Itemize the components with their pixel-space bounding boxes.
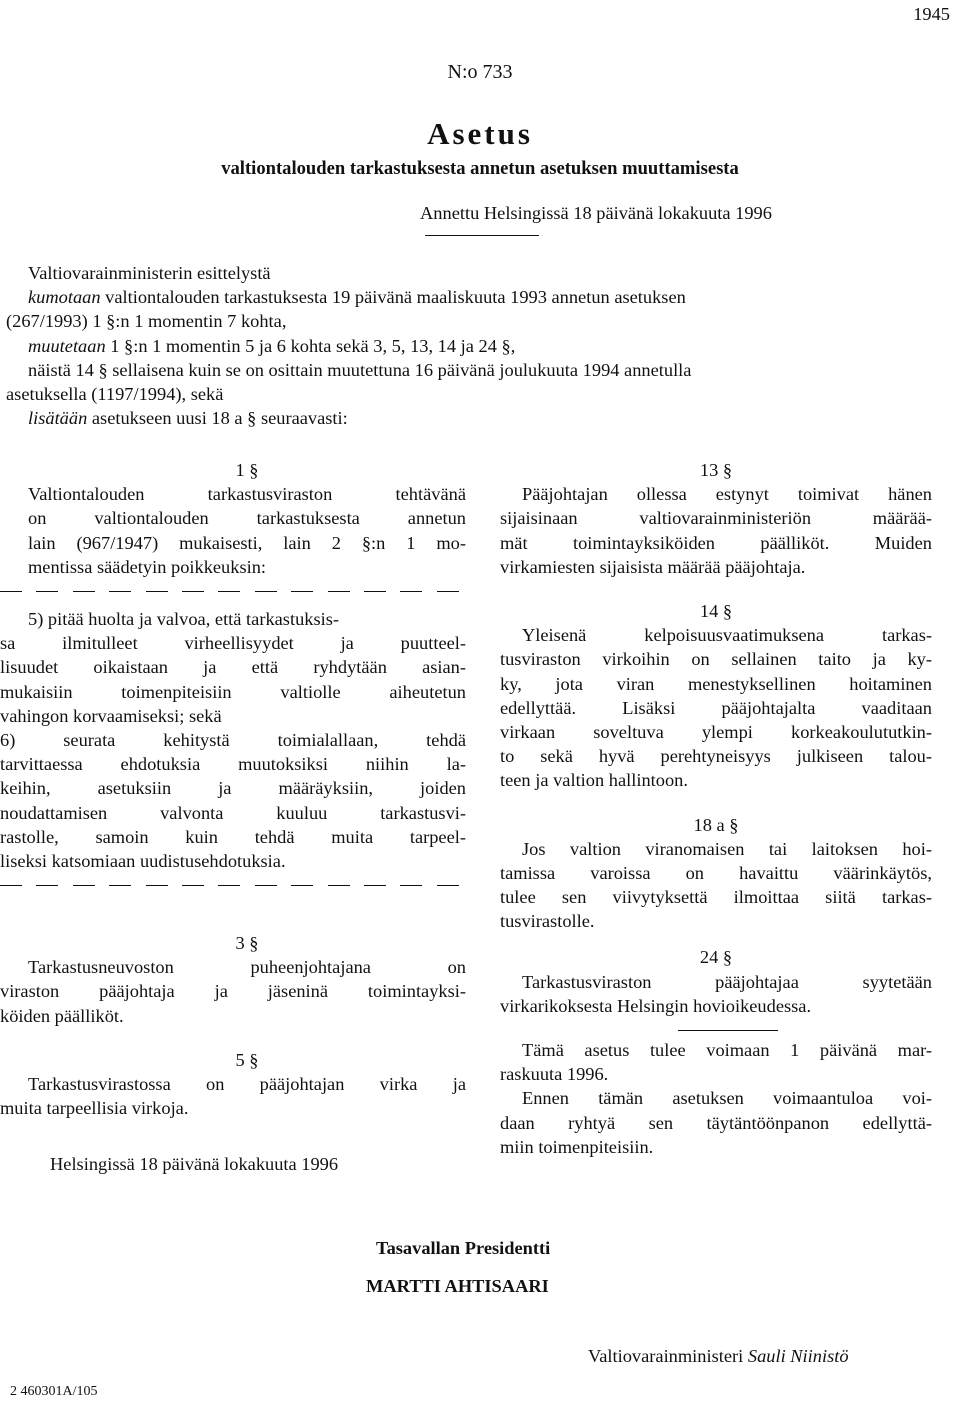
repeal-verb: kumotaan <box>28 287 101 308</box>
section-1-line: mentissa säädetyin poikkeuksin: <box>28 556 267 577</box>
section-24-line: virkarikoksesta Helsingin hovioikeudessa. <box>500 995 812 1016</box>
repeal-line <box>28 285 928 309</box>
section-24-heading: 24 § <box>699 947 733 968</box>
presenter-line: Valtiovarainministerin esittelystä <box>28 263 271 283</box>
section-18a-line: Jos valtion viranomaisen tai laitoksen hoi- <box>522 838 932 859</box>
section-1-line: on valtiontalouden tarkastuksesta annetun <box>28 508 466 529</box>
section-14-line: teen ja valtion hallintoon. <box>500 770 688 791</box>
entry-into-force-line: daan ryhtyä sen täytäntöönpanon edellyttä- <box>500 1112 932 1133</box>
entry-divider <box>500 1018 932 1038</box>
add-text: asetukseen uusi 18 a § seuraavasti: <box>91 408 348 429</box>
print-code: 2 460301A/105 <box>10 1384 98 1399</box>
omission-dash <box>400 885 422 886</box>
section-1-item: rastolle, samoin kuin tehdä muita tarpeel- <box>0 826 466 847</box>
amend-text: 1 §:n 1 momentin 5 ja 6 kohta sekä 3, 5, 13, 14 ja 24 §, <box>110 335 516 356</box>
minister-title: Valtiovarainministeri <box>588 1346 744 1366</box>
omission-dash <box>182 885 204 886</box>
omission-dash <box>0 885 22 886</box>
omission-dash <box>255 591 277 592</box>
minister-name: Sauli Niinistö <box>747 1346 849 1366</box>
section-3-line: köiden päälliköt. <box>0 1005 124 1026</box>
omission-dash <box>109 591 131 592</box>
section-18a-heading: 18 a § <box>693 814 739 835</box>
omission-dash <box>109 885 131 886</box>
president-title: Tasavallan Presidentti <box>376 1238 551 1258</box>
page-number: 1945 <box>913 4 950 24</box>
section-13-line: virkamiesten sijaisista määrää pääjohtaja. <box>500 556 806 577</box>
amend-line-cont-2: asetuksella (1197/1994), sekä <box>6 384 224 405</box>
omission-dash <box>73 885 95 886</box>
entry-into-force-line: miin toimenpiteisiin. <box>500 1136 654 1157</box>
omission-dash <box>36 885 58 886</box>
president-name: MARTTI AHTISAARI <box>366 1276 549 1296</box>
omission-dash <box>182 591 204 592</box>
section-13-line: mät toimintayksiköiden päälliköt. Muiden <box>500 532 932 553</box>
section-14-line: virkaan soveltuva ylempi korkeakoulututkin- <box>500 721 932 742</box>
omission-dash <box>400 591 422 592</box>
omission-dash <box>364 591 386 592</box>
place-and-date: Helsingissä 18 päivänä lokakuuta 1996 <box>50 1154 339 1174</box>
given-date: Annettu Helsingissä 18 päivänä lokakuuta 1996 <box>420 203 772 223</box>
omission-dash <box>437 885 459 886</box>
document-type: Asetus <box>427 116 533 151</box>
omission-dash <box>0 591 22 592</box>
amend-verb: muutetaan <box>28 335 106 356</box>
section-14-line: edellyttää. Lisäksi pääjohtajalta vaaditaan <box>500 697 932 718</box>
omission-dash <box>291 591 313 592</box>
section-5-heading: 5 § <box>235 1049 259 1070</box>
omission-dash <box>218 885 240 886</box>
add-line <box>28 406 928 430</box>
omission-dash <box>36 591 58 592</box>
amend-line <box>28 334 928 358</box>
section-1-item: keihin, asetuksiin ja määräyksiin, joiden <box>0 778 466 799</box>
section-1-item: mukaisiin toimenpiteisiin valtiolle aiheutetun <box>0 681 466 702</box>
section-14-line: ky, jota viran menestyksellinen hoitaminen <box>500 673 932 694</box>
section-18a-line: tusvirastolle. <box>500 911 595 932</box>
document-title: valtiontalouden tarkastuksesta annetun asetuksen muuttamisesta <box>221 158 739 179</box>
section-3-heading: 3 § <box>235 933 259 954</box>
section-1-item: noudattamisen valvonta kuuluu tarkastusvi- <box>0 802 466 823</box>
omission-dash <box>291 885 313 886</box>
title-divider <box>425 235 539 236</box>
section-14-heading: 14 § <box>699 600 733 621</box>
omission-dashes <box>0 579 466 603</box>
section-14-line: Yleisenä kelpoisuusvaatimuksena tarkas- <box>522 625 932 646</box>
section-18a-line: tulee sen viivytyksettä ilmoittaa siitä tarkas- <box>500 887 932 908</box>
amend-line-cont: näistä 14 § sellaisena kuin se on osittain muutettuna 16 päivänä joulukuuta 1994 annetulla <box>28 359 692 380</box>
section-1-item: 5) pitää huolta ja valvoa, että tarkastuksis- <box>28 608 340 629</box>
omission-dash <box>73 591 95 592</box>
omission-dashes <box>0 873 466 897</box>
section-24-line: Tarkastusviraston pääjohtajaa syytetään <box>522 971 932 992</box>
section-1-item: tarvittaessa ehdotuksia muutoksiksi niihin la- <box>0 754 466 775</box>
section-1-item: lisuudet oikaistaan ja että ryhdytään asian- <box>0 657 466 678</box>
section-1-heading: 1 § <box>235 460 259 480</box>
entry-into-force-line: raskuuta 1996. <box>500 1064 609 1085</box>
section-3-line: Tarkastusneuvoston puheenjohtajana on <box>28 957 466 978</box>
section-1-item: sa ilmitulleet virheellisyydet ja puutteel- <box>0 633 466 654</box>
entry-into-force-line: Tämä asetus tulee voimaan 1 päivänä mar- <box>522 1040 932 1061</box>
section-18a-line: tamissa varoissa on havaittu väärinkäytös, <box>500 862 932 883</box>
section-1-item: vahingon korvaamiseksi; sekä <box>0 705 222 726</box>
section-5-line: muita tarpeellisia virkoja. <box>0 1098 189 1119</box>
omission-dash <box>146 885 168 886</box>
add-verb: lisätään <box>28 408 88 429</box>
document-number: N:o 733 <box>447 61 513 83</box>
right-column <box>500 458 932 1159</box>
omission-dash <box>364 885 386 886</box>
omission-dash <box>146 591 168 592</box>
section-1-line: Valtiontalouden tarkastusviraston tehtävänä <box>28 484 466 505</box>
entry-into-force-line: Ennen tämän asetuksen voimaantuloa voi- <box>522 1088 932 1109</box>
section-3-line: viraston pääjohtaja ja jäseninä toimintayksi- <box>0 981 466 1002</box>
section-5-line: Tarkastusvirastossa on pääjohtajan virka ja <box>28 1074 466 1095</box>
section-14-line: tusviraston virkoihin on sellainen taito ja ky- <box>500 649 932 670</box>
section-14-line: to sekä hyvä perehtyneisyys julkiseen talou- <box>500 746 932 767</box>
minister-signature <box>588 1344 849 1368</box>
left-column <box>0 458 466 1120</box>
section-1-item: 6) seurata kehitystä toimialallaan, tehdä <box>0 729 466 750</box>
section-1-line: lain (967/1947) mukaisesti, lain 2 §:n 1 mo- <box>28 532 466 553</box>
preamble <box>6 261 928 430</box>
omission-dash <box>328 885 350 886</box>
section-13-heading: 13 § <box>699 460 733 480</box>
omission-dash <box>437 591 459 592</box>
omission-dash <box>328 591 350 592</box>
omission-dash <box>218 591 240 592</box>
section-13-line: sijaisinaan valtiovarainministeriön määrää- <box>500 508 932 529</box>
repeal-line-cont: (267/1993) 1 §:n 1 momentin 7 kohta, <box>6 311 287 332</box>
omission-dash <box>255 885 277 886</box>
section-1-item: liseksi katsomiaan uudistusehdotuksia. <box>0 850 286 871</box>
repeal-text: valtiontalouden tarkastuksesta 19 päivänä maaliskuuta 1993 annetun asetuksen <box>105 287 686 308</box>
section-13-line: Pääjohtajan ollessa estynyt toimivat hänen <box>522 484 932 505</box>
